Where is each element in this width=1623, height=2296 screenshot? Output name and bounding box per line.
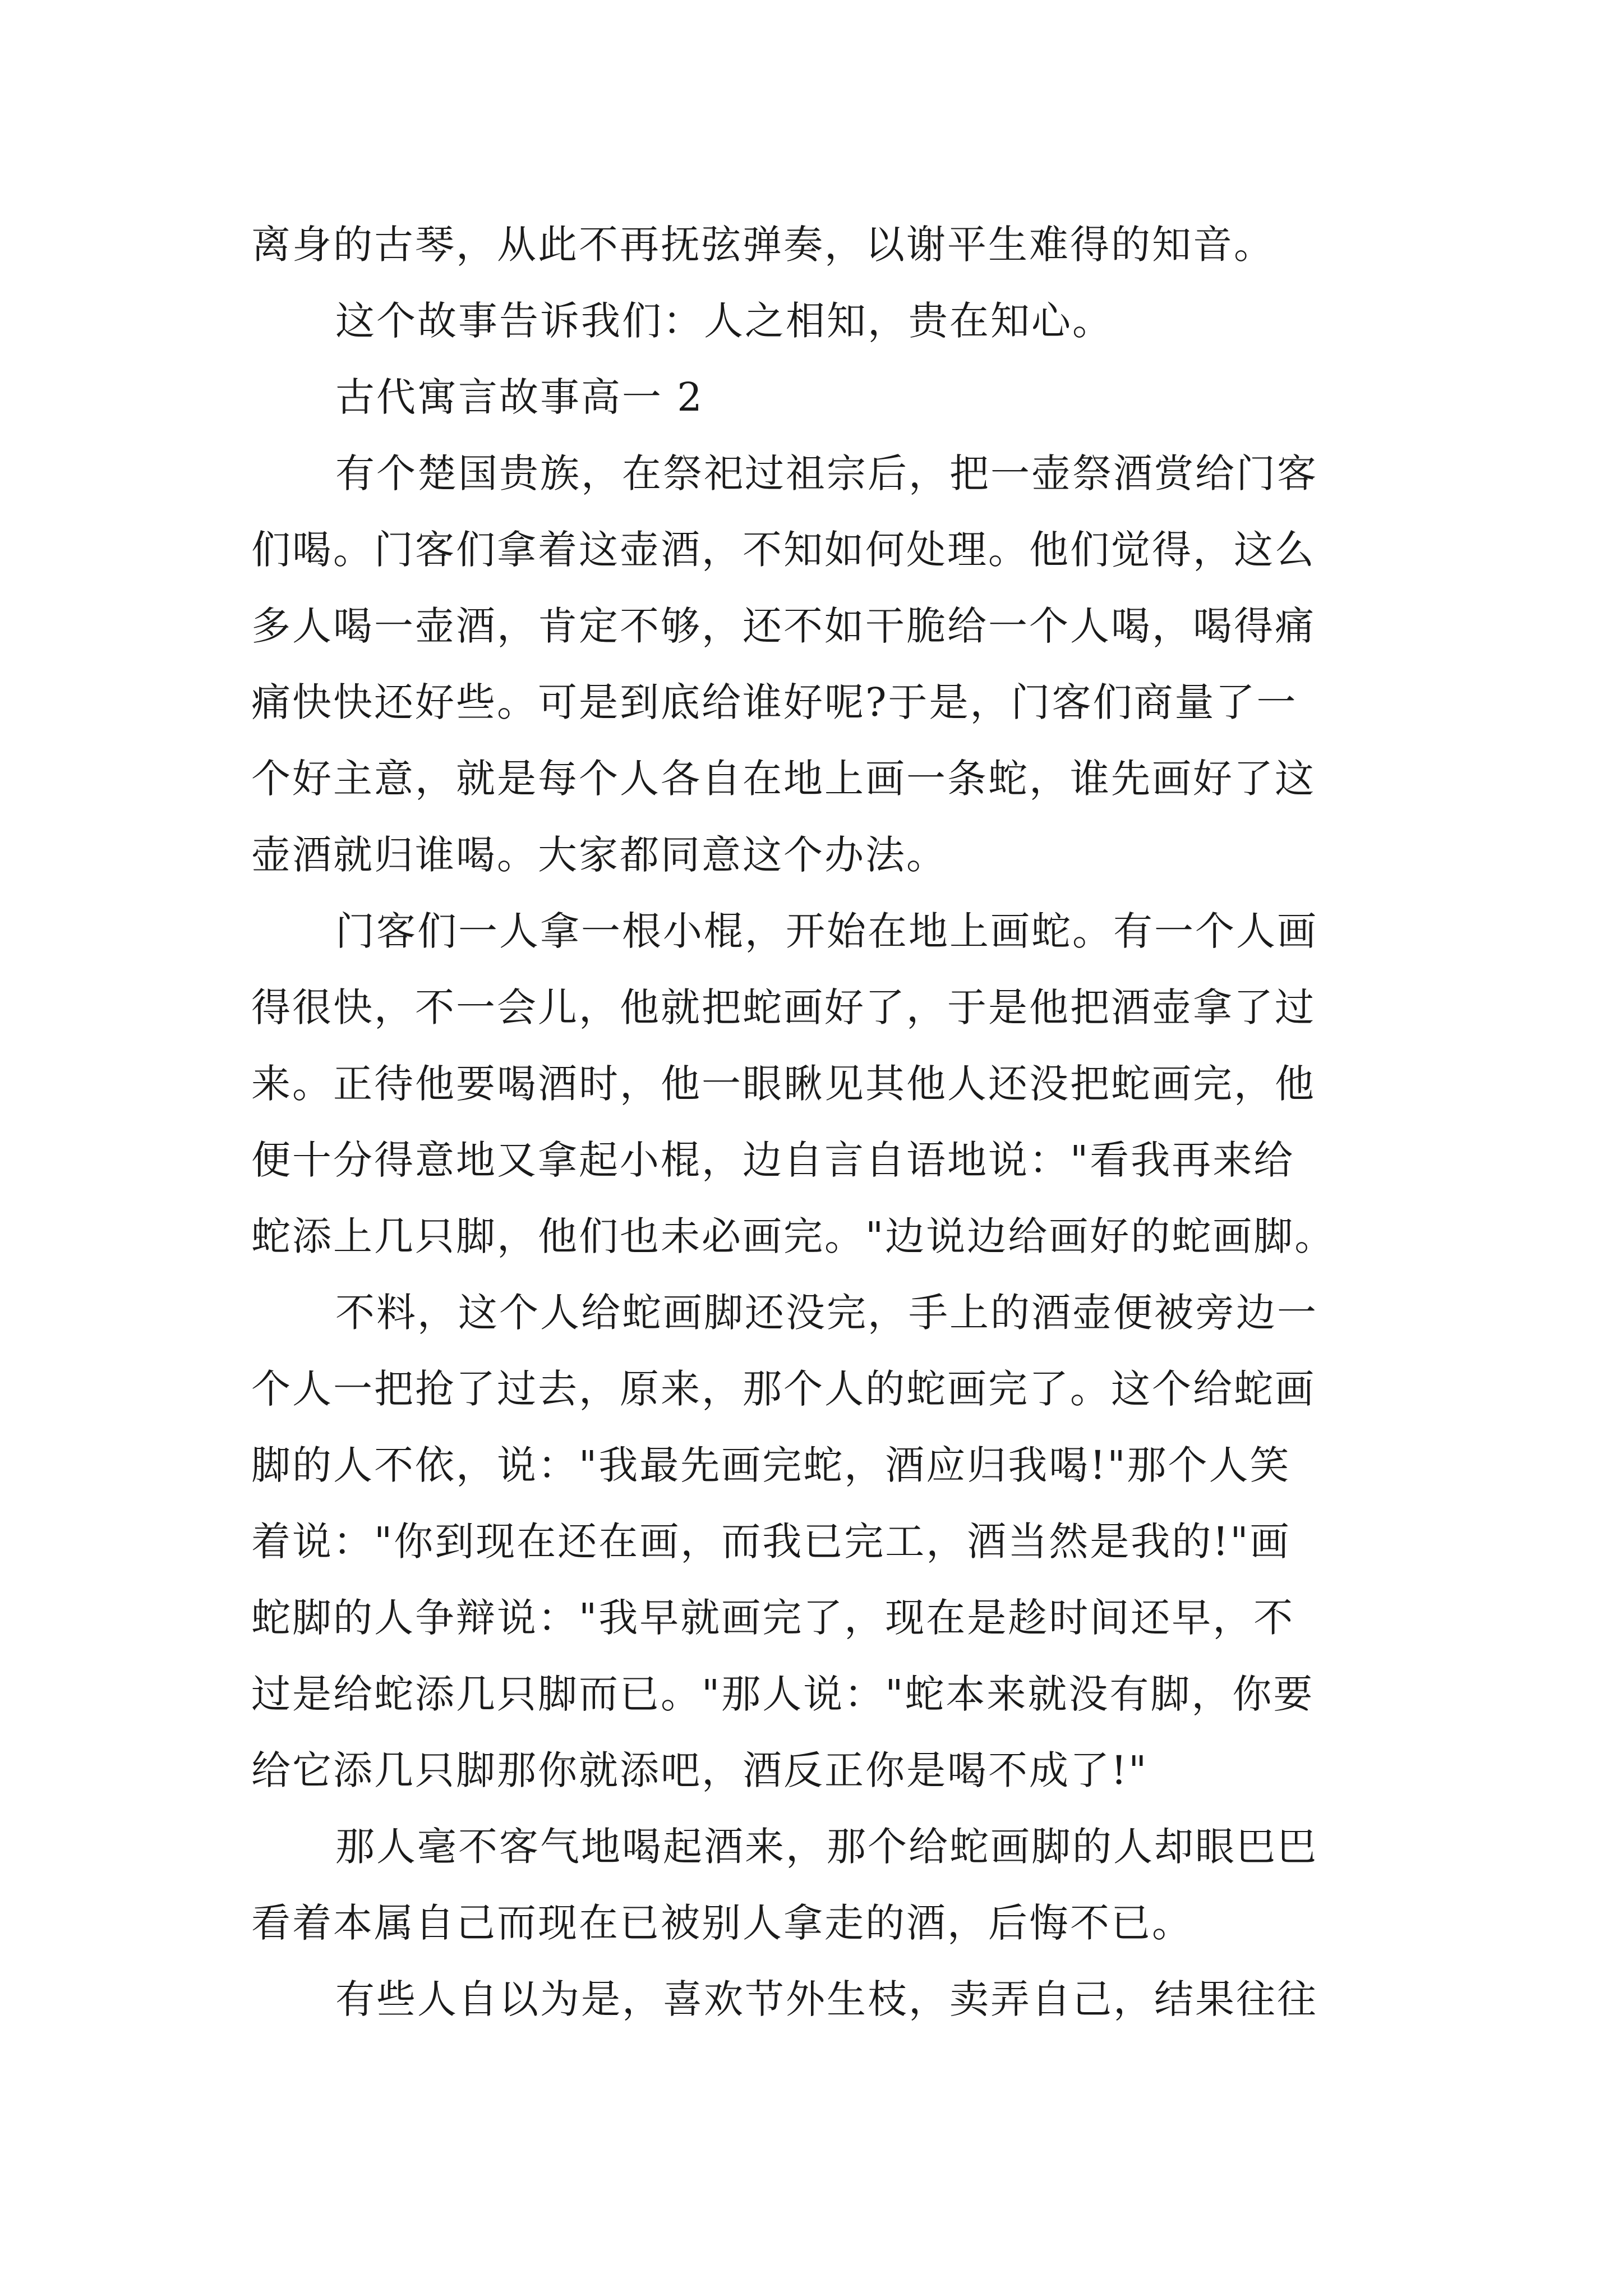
text-line: 便十分得意地又拿起小棍，边自言自语地说："看我再来给 <box>251 1137 1295 1183</box>
text-line: 门客们一人拿一根小棍，开始在地上画蛇。有一个人画 <box>335 908 1318 954</box>
text-line: 这个故事告诉我们：人之相知，贵在知心。 <box>335 298 1113 344</box>
document-body <box>251 206 1384 2037</box>
text-line: 壶酒就归谁喝。大家都同意这个办法。 <box>251 832 947 878</box>
text-line: 脚的人不依，说："我最先画完蛇，酒应归我喝!"那个人笑 <box>251 1442 1291 1488</box>
section-heading: 古代寓言故事高一 2 <box>335 374 704 420</box>
text-line: 来。正待他要喝酒时，他一眼瞅见其他人还没把蛇画完，他 <box>251 1061 1316 1107</box>
text-line: 有个楚国贵族，在祭祀过祖宗后，把一壶祭酒赏给门客 <box>335 450 1318 496</box>
text-line: 蛇添上几只脚，他们也未必画完。"边说边给画好的蛇画脚。 <box>251 1213 1336 1259</box>
text-line: 离身的古琴，从此不再抚弦弹奏，以谢平生难得的知音。 <box>251 222 1275 268</box>
text-line: 得很快，不一会儿，他就把蛇画好了，于是他把酒壶拿了过 <box>251 984 1316 1030</box>
text-line: 那人毫不客气地喝起酒来，那个给蛇画脚的人却眼巴巴 <box>335 1824 1318 1870</box>
text-line: 过是给蛇添几只脚而已。"那人说："蛇本来就没有脚，你要 <box>251 1671 1315 1717</box>
text-line: 个人一把抢了过去，原来，那个人的蛇画完了。这个给蛇画 <box>251 1366 1316 1412</box>
text-line: 给它添几只脚那你就添吧，酒反正你是喝不成了!" <box>251 1747 1149 1793</box>
text-line: 们喝。门客们拿着这壶酒，不知如何处理。他们觉得，这么 <box>251 527 1316 573</box>
text-line: 有些人自以为是，喜欢节外生枝，卖弄自己，结果往往 <box>335 1976 1318 2022</box>
text-line: 蛇脚的人争辩说："我早就画完了，现在是趁时间还早，不 <box>251 1595 1295 1641</box>
text-line: 看着本属自己而现在已被别人拿走的酒，后悔不已。 <box>251 1900 1193 1946</box>
text-line: 着说："你到现在还在画，而我已完工，酒当然是我的!"画 <box>251 1519 1291 1565</box>
text-line: 痛快快还好些。可是到底给谁好呢?于是，门客们商量了一 <box>251 679 1298 725</box>
text-line: 不料，这个人给蛇画脚还没完，手上的酒壶便被旁边一 <box>335 1290 1318 1336</box>
text-line: 多人喝一壶酒，肯定不够，还不如干脆给一个人喝，喝得痛 <box>251 603 1316 649</box>
text-line: 个好主意，就是每个人各自在地上画一条蛇，谁先画好了这 <box>251 756 1316 802</box>
